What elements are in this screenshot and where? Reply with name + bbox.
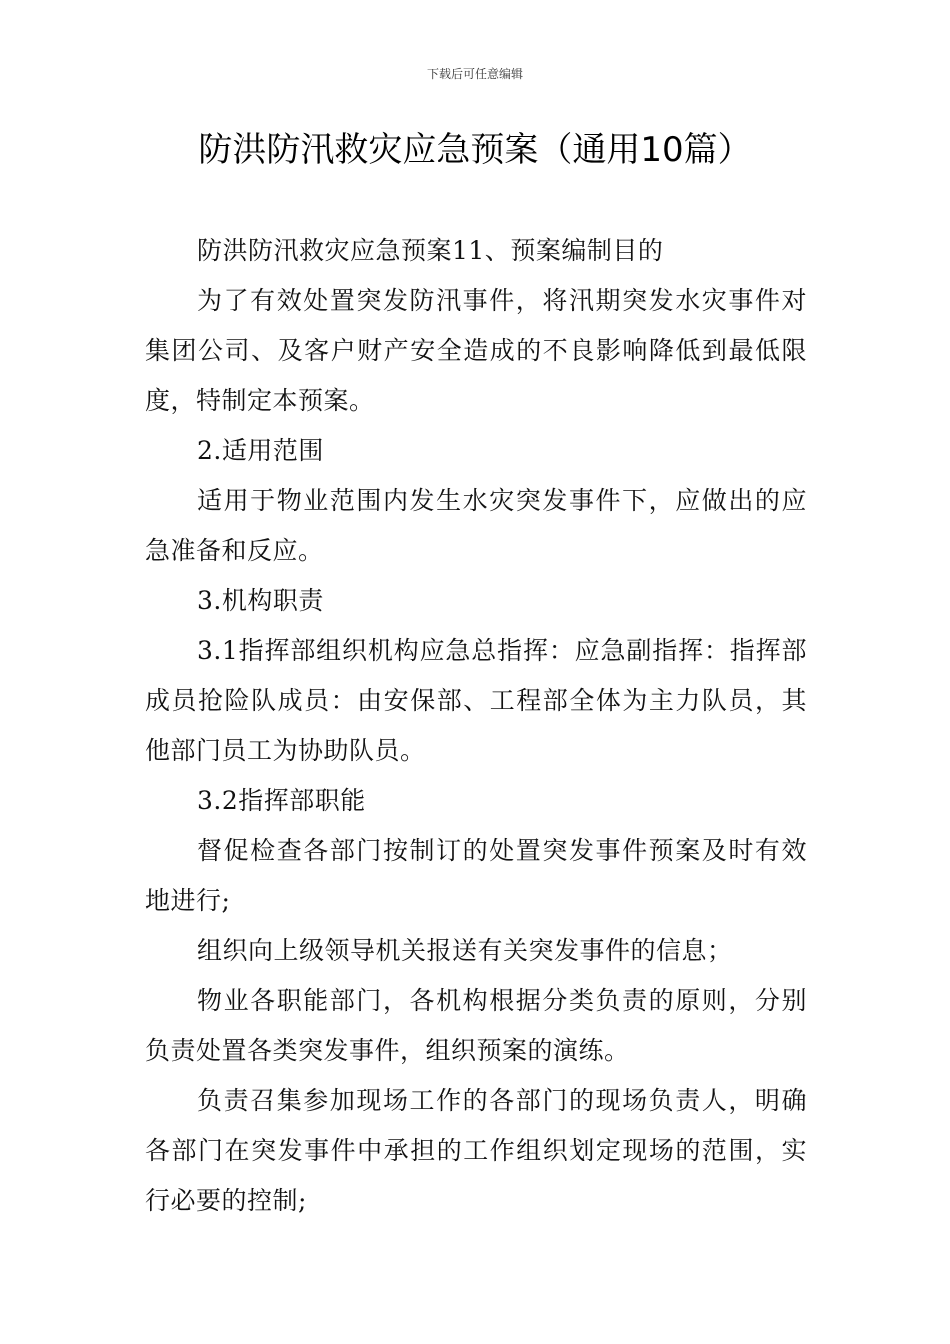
paragraph-scope-heading: 2.适用范围: [197, 436, 324, 465]
paragraph-scope: 适用于物业范围内发生水灾突发事件下，应做出的应急准备和反应。: [145, 486, 807, 565]
paragraph-organization: 3.1指挥部组织机构应急总指挥：应急副指挥：指挥部成员抢险队成员：由安保部、工程部全体为主力队员，其他部门员工为协助队员。: [145, 636, 807, 765]
paragraph-duties-heading: 3.机构职责: [197, 586, 324, 615]
document-title: 防洪防汛救灾应急预案（通用10篇）: [198, 130, 752, 170]
paragraph-report: 组织向上级领导机关报送有关突发事件的信息；: [197, 936, 733, 965]
header-note: 下载后可任意编辑: [426, 67, 523, 81]
paragraph-departments: 物业各职能部门，各机构根据分类负责的原则，分别负责处置各类突发事件，组织预案的演练。: [145, 986, 807, 1065]
paragraph-functions-heading: 3.2指挥部职能: [197, 786, 366, 815]
document-body: [145, 226, 807, 1226]
paragraph-convene: 负责召集参加现场工作的各部门的现场负责人，明确各部门在突发事件中承担的工作组织划定现场的范围，实行必要的控制;: [145, 1086, 807, 1215]
paragraph-supervise: 督促检查各部门按制订的处置突发事件预案及时有效地进行;: [145, 836, 807, 915]
paragraph-purpose: 为了有效处置突发防汛事件，将汛期突发水灾事件对集团公司、及客户财产安全造成的不良影响降低到最低限度，特制定本预案。: [145, 286, 807, 415]
paragraph-intro-heading: 防洪防汛救灾应急预案11、预案编制目的: [197, 236, 664, 265]
